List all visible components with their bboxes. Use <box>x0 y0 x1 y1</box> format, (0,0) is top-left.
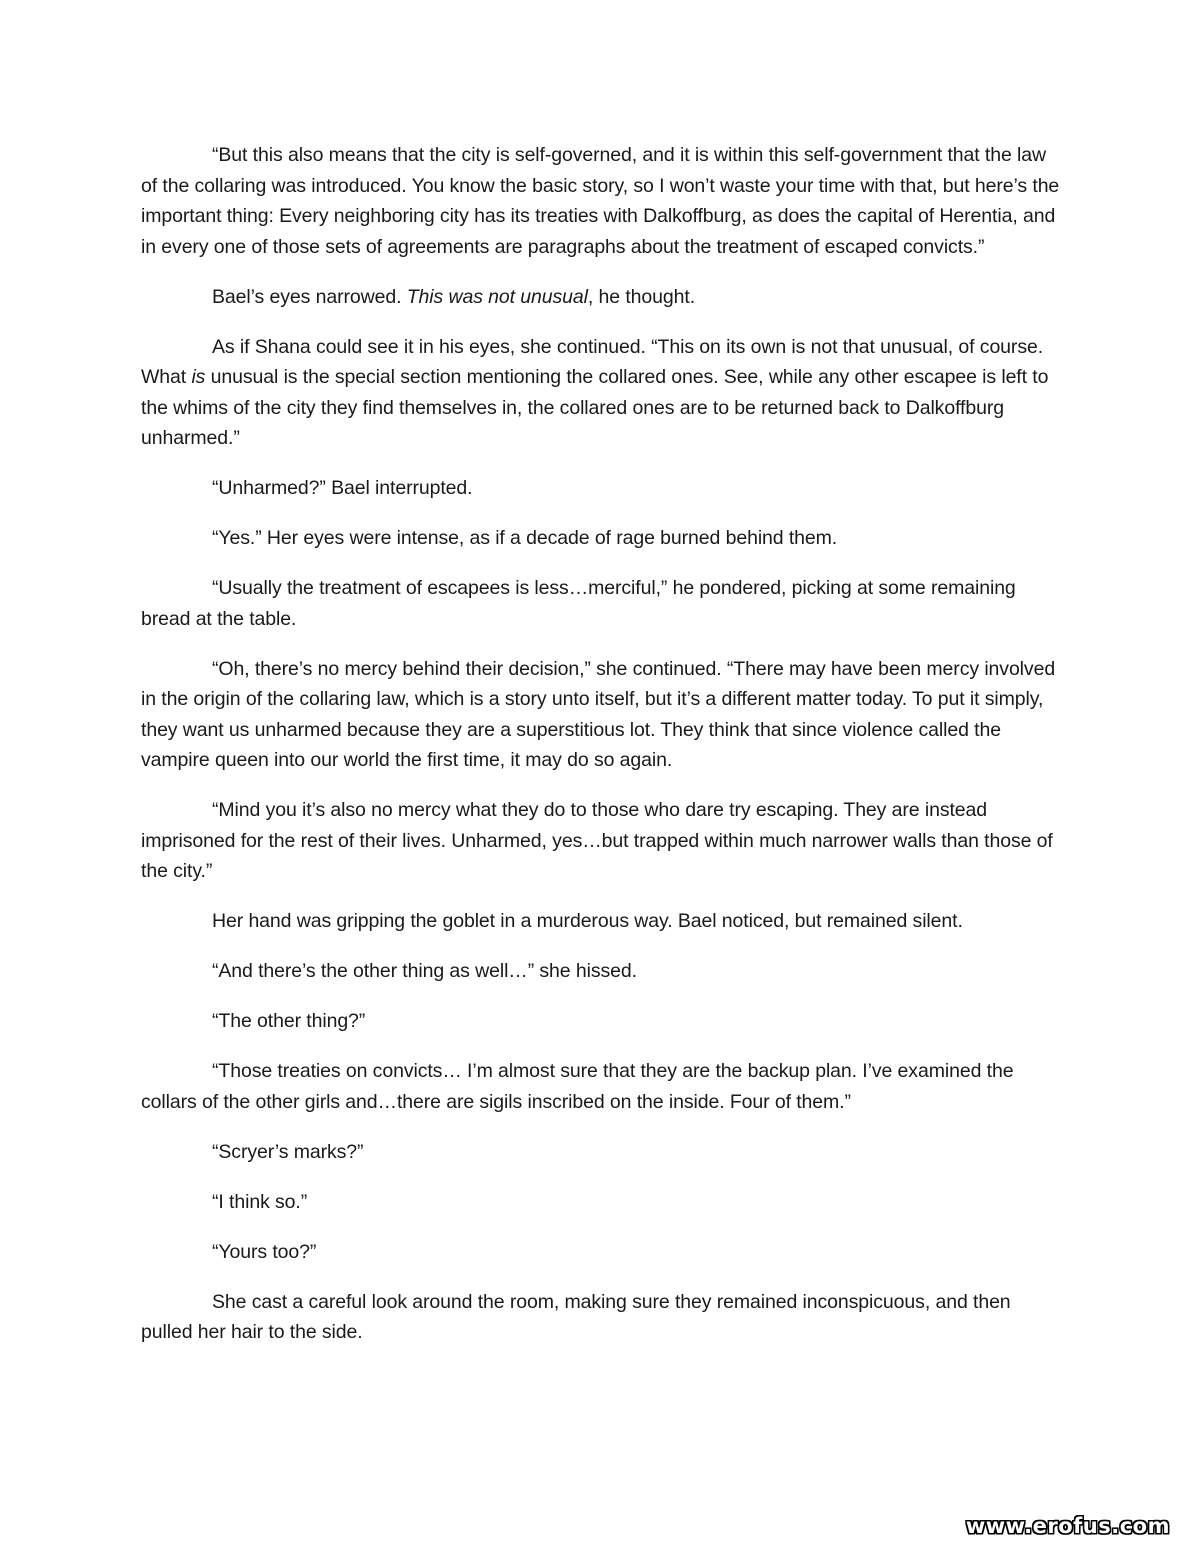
paragraph: “Scryer’s marks?” <box>212 1140 364 1163</box>
paragraph: “But this also means that the city is self-governed, and it is within this self-government that the law of the collaring was introduced. You know the basic story, so I won’t waste your time with that, but here’s the important thing: Every neighboring city has its treaties with Dalkoffburg, as does the capital of Herentia, and in every one of those sets of agreements are paragraphs about the treatment of escaped convicts.” <box>141 144 1060 258</box>
paragraph: “Mind you it’s also no mercy what they do to those who dare try escaping. They are instead imprisoned for the rest of their lives. Unharmed, yes…but trapped within much narrower walls than those of the city.” <box>141 799 1053 882</box>
paragraph: “I think so.” <box>212 1190 308 1213</box>
paragraph: “Oh, there’s no mercy behind their decision,” she continued. “There may have been mercy involved in the origin of the collaring law, which is a story unto itself, but it’s a different matter today. To put it simply, they want us unharmed because they are a superstitious lot. They think that since violence called the vampire queen into our world the first time, it may do so again. <box>141 657 1056 771</box>
paragraph: “Yours too?” <box>212 1240 317 1263</box>
site-watermark: www.erofus.com <box>965 1514 1170 1538</box>
paragraph <box>141 332 1061 454</box>
paragraph: “Yes.” Her eyes were intense, as if a decade of rage burned behind them. <box>212 527 838 549</box>
paragraph: “The other thing?” <box>212 1010 366 1032</box>
paragraph <box>141 282 1061 313</box>
paragraph: “Unharmed?” Bael interrupted. <box>212 477 473 499</box>
paragraph-text: unusual is the special section mentioning the collared ones. See, while any other escapee is left to the whims of the city they find themselves in, the collared ones are to be returned back to Dalkoffburg unharmed.” <box>141 366 1049 449</box>
paragraph: “Usually the treatment of escapees is less…merciful,” he pondered, picking at some remaining bread at the table. <box>141 577 1016 630</box>
paragraph-text: As if Shana could see it in his eyes, she continued. “This on its own is not that unusual, of course. What <box>141 335 1044 388</box>
paragraph-text: , he thought. <box>587 285 696 308</box>
paragraph: Her hand was gripping the goblet in a murderous way. Bael noticed, but remained silent. <box>212 910 963 932</box>
paragraph: “Those treaties on convicts… I’m almost sure that they are the backup plan. I’ve examined the collars of the other girls and…there are sigils inscribed on the inside. Four of them.” <box>141 1060 1014 1113</box>
paragraph: She cast a careful look around the room, making sure they remained inconspicuous, and then pulled her hair to the side. <box>141 1290 1011 1343</box>
document-page <box>141 140 1061 1367</box>
italic-text: This was not unusual <box>406 285 588 308</box>
paragraph: “And there’s the other thing as well…” she hissed. <box>212 960 637 982</box>
paragraph-text: Bael’s eyes narrowed. <box>212 285 407 308</box>
italic-text: is <box>191 366 206 388</box>
